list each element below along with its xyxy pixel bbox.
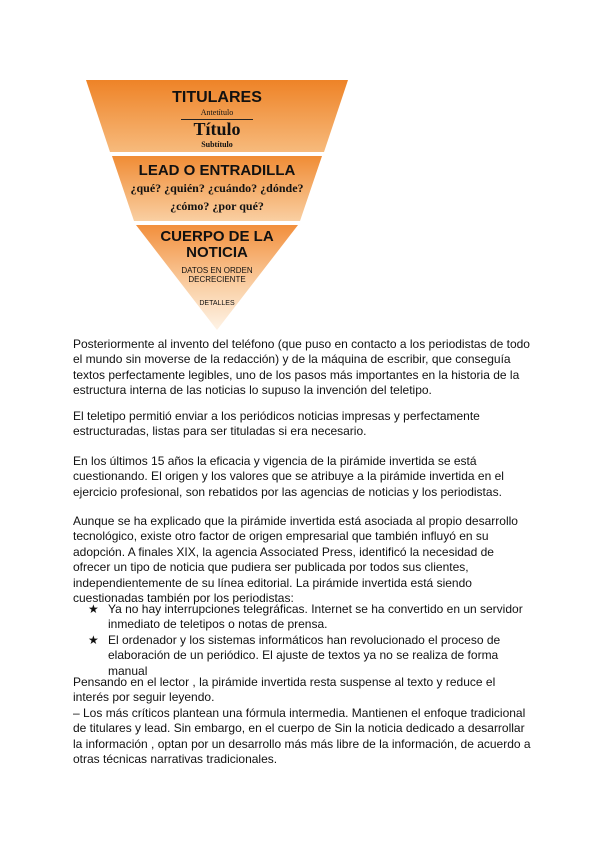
star-icon: ★ [88, 632, 99, 647]
bullet-text: El ordenador y los sistemas informáticos han revolucionado el proceso de elaboración de un periódico. El ajuste de textos ya no se realiza de forma manual [108, 632, 501, 678]
bullet-list [88, 602, 528, 679]
band2-line2: ¿cómo? ¿por qué? [170, 199, 264, 213]
band3-title-line2: NOTICIA [186, 244, 248, 261]
band1-antetitulo: Antetítulo [200, 108, 234, 117]
band1-subtitulo: Subtítulo [201, 140, 233, 149]
band3-title-line1: CUERPO DE LA [160, 228, 274, 245]
band3-detalles: DETALLES [199, 300, 235, 307]
band2-title: LEAD O ENTRADILLA [138, 162, 296, 179]
paragraph-lector: Pensando en el lector , la pirámide invertida resta suspense al texto y reduce el interés por seguir leyendo. [73, 675, 496, 705]
star-icon: ★ [88, 602, 99, 616]
bullet-text: Ya no hay interrupciones telegráficas. Internet se ha convertido en un servidor inmediato de teletipos o notas de prensa. [108, 602, 523, 632]
band1-title: TITULARES [172, 89, 262, 106]
paragraph-associated-press: Aunque se ha explicado que la pirámide invertida está asociada al propio desarrollo tecnológico, existe otro factor de origen empresarial que también influyó en su adopción. A finales XIX, la agencia Associated Press, identificó la necesidad de ofrecer un tipo de noticia que pudiera ser publicada por todos sus clientes, independientemente de su línea editorial. La pirámide invertida está siendo cuestionadas también por los periodistas: [73, 514, 518, 606]
inverted-pyramid-figure [86, 80, 348, 330]
paragraph-teletipo-intro: Posteriormente al invento del teléfono (que puso en contacto a los periodistas de todo el mundo sin moverse de la redacción) y de la máquina de escribir, que conseguía textos perfectamente legibles, uno de los pasos más importantes en la historia de la estructura interna de las noticias lo supuso la invención del teletipo. [73, 337, 530, 398]
band3-datos-line1: DATOS EN ORDEN [181, 266, 253, 275]
paragraph-teletipo: El teletipo permitió enviar a los periódicos noticias impresas y perfectamente estructuradas, listas para ser tituladas si era necesario. [73, 409, 480, 439]
band1-titulo: Título [193, 119, 241, 139]
list-item [88, 602, 528, 633]
paragraph-vigencia: En los últimos 15 años la eficacia y vigencia de la pirámide invertida se está cuestionando. El origen y los valores que se atribuye a la pirámide invertida en el ejercicio profesional, son rebatidos por las agencias de noticias y los periodistas. [73, 454, 504, 499]
band2-line1: ¿qué? ¿quién? ¿cuándo? ¿dónde? [130, 181, 304, 195]
list-item [88, 633, 528, 679]
band3-datos-line2: DECRECIENTE [188, 275, 246, 284]
paragraph-criticos: – Los más críticos plantean una fórmula intermedia. Mantienen el enfoque tradicional de titulares y lead. Sin embargo, en el cuerpo de Sin la noticia dedicado a desarrollar la información , optan por un desarrollo más más libre de la información, de acuerdo a otras técnicas narrativas tradicionales. [73, 706, 531, 767]
